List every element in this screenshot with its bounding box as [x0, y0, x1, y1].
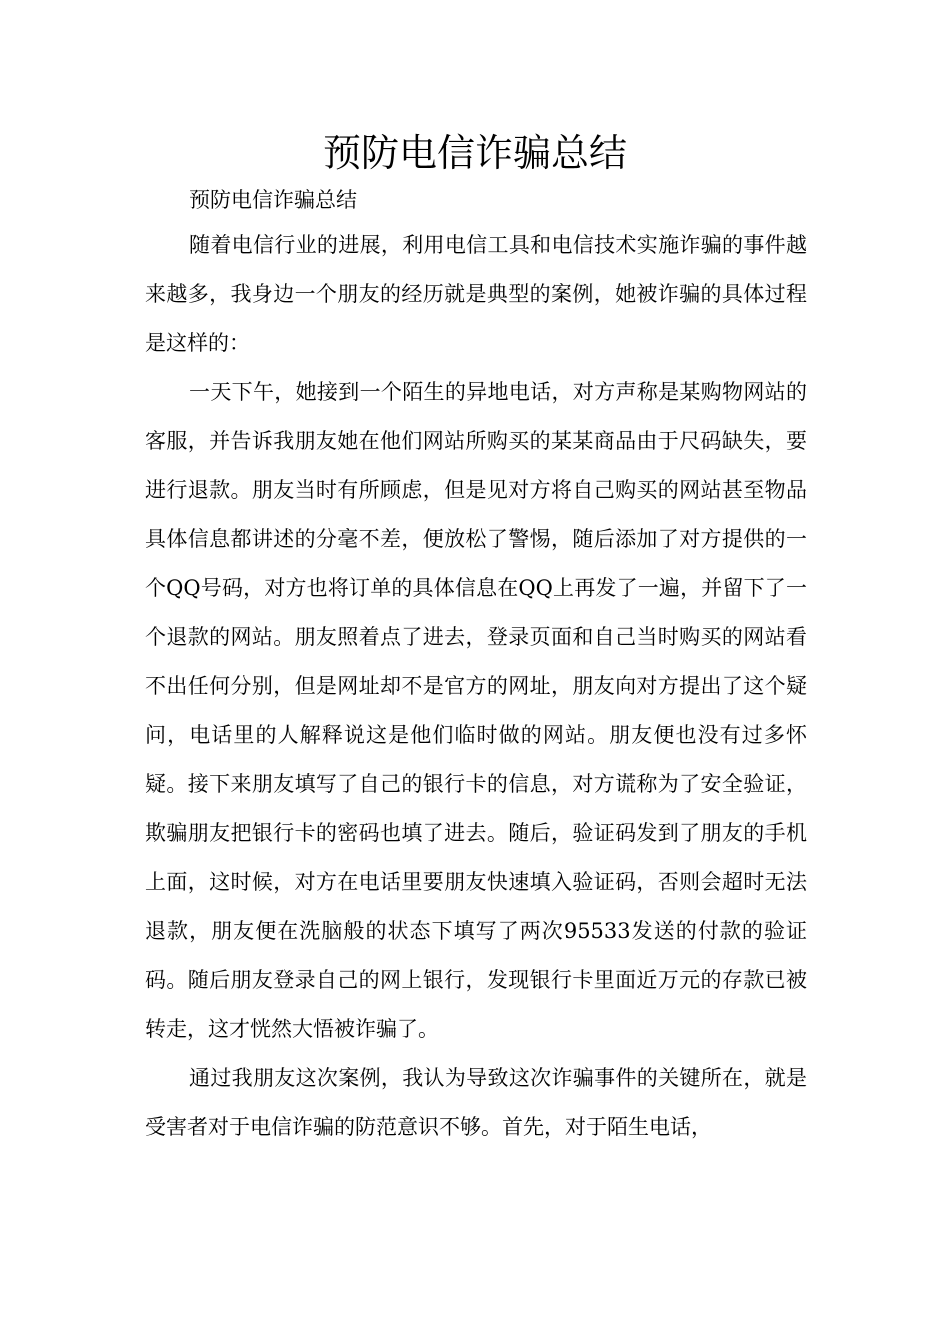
document-title: 预防电信诈骗总结	[322, 131, 627, 175]
paragraph-subtitle: 预防电信诈骗总结	[189, 188, 357, 212]
paragraph-intro: 随着电信行业的进展，利用电信工具和电信技术实施诈骗的事件越来越多，我身边一个朋友的经历就是典型的案例，她被诈骗的具体过程是这样的：	[145, 233, 807, 355]
document-body	[145, 180, 807, 1152]
paragraph-analysis: 通过我朋友这次案例，我认为导致这次诈骗事件的关键所在，就是受害者对于电信诈骗的防范意识不够。首先，对于陌生电话，	[145, 1066, 807, 1139]
paragraph-case: 一天下午，她接到一个陌生的异地电话，对方声称是某购物网站的客服，并告诉我朋友她在他们网站所购买的某某商品由于尺码缺失，要进行退款。朋友当时有所顾虑，但是见对方将自己购买的网站甚至物品具体信息都讲述的分毫不差，便放松了警惕，随后添加了对方提供的一个QQ号码，对方也将订单的具体信息在QQ上再发了一遍，并留下了一个退款的网站。朋友照着点了进去，登录页面和自己当时购买的网站看不出任何分别，但是网址却不是官方的网址，朋友向对方提出了这个疑问，电话里的人解释说这是他们临时做的网站。朋友便也没有过多怀疑。接下来朋友填写了自己的银行卡的信息，对方谎称为了安全验证，欺骗朋友把银行卡的密码也填了进去。随后，验证码发到了朋友的手机上面，这时候，对方在电话里要朋友快速填入验证码，否则会超时无法退款，朋友便在洗脑般的状态下填写了两次95533发送的付款的验证码。随后朋友登录自己的网上银行，发现银行卡里面近万元的存款已被转走，这才恍然大悟被诈骗了。	[145, 380, 807, 1041]
